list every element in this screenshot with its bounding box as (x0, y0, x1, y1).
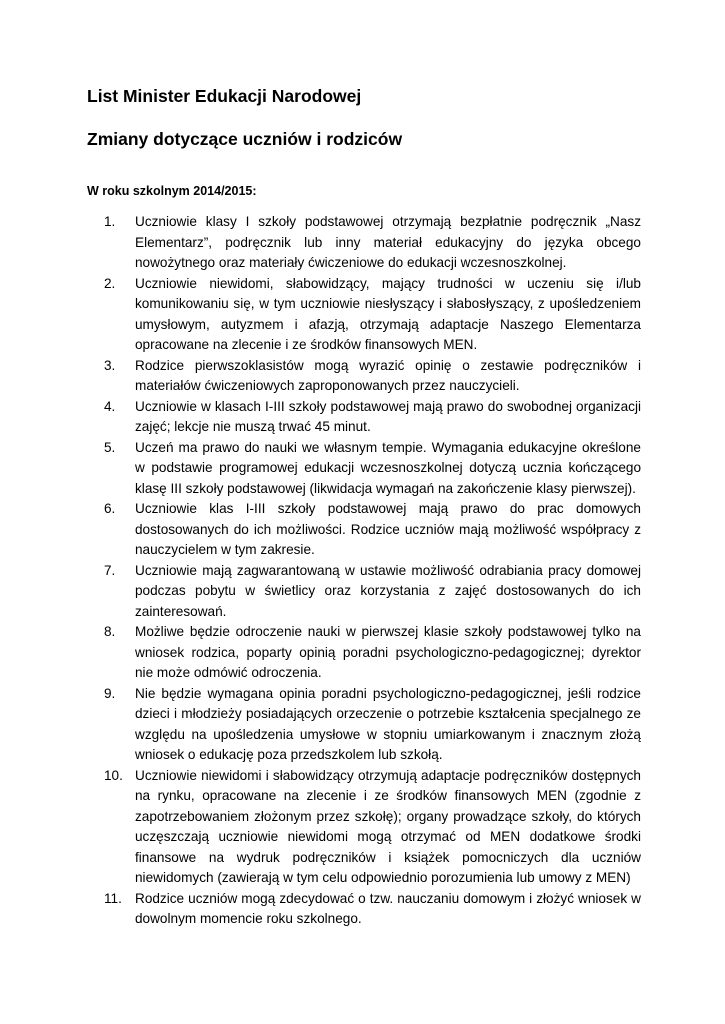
list-item-number: 4. (104, 398, 116, 414)
list-item-text: Uczniowie niewidomi, słabowidzący, mający trudności w uczeniu się i/lub komunikowaniu się, w tym uczniowie niesłyszący i słabosłyszący, z upośledzeniem umysłowym, autyzmem i afazją, otrzymają adaptacje Naszego Elementarza opracowane na zlecenie i ze środków finansowych MEN. (135, 275, 641, 352)
list-item (104, 766, 641, 889)
list-item-number: 1. (104, 214, 116, 229)
list-item-number: 6. (104, 501, 116, 516)
list-item (104, 684, 641, 766)
document-title: List Minister Edukacji Narodowej (87, 86, 362, 106)
list-item (104, 622, 641, 684)
list-item (104, 561, 641, 623)
list-item-text: Nie będzie wymagana opinia poradni psychologiczno-pedagogicznej, jeśli rodzice dzieci i młodzieży posiadających orzeczenie o potrzebie kształcenia specjalnego ze względu na upośledzenia umysłowe w stopniu umiarkowanym i znacznym złożą wniosek o edukację poza przedszkolem lub szkołą. (135, 685, 641, 762)
list-item-text: Uczniowie mają zagwarantowaną w ustawie możliwość odrabiania pracy domowej podczas pobytu w świetlicy oraz korzystania z zajęć dostosowanych do ich zainteresowań. (135, 562, 641, 619)
list-item-number: 8. (104, 624, 116, 639)
list-item-text: Uczeń ma prawo do nauki we własnym tempie. Wymagania edukacyjne określone w podstawie programowej edukacji wczesnoszkolnej dotyczą ucznia kończącego klasę III szkoły podstawowej (likwidacja wymagań na zakończenie klasy pierwszej). (135, 439, 641, 496)
list-item (104, 274, 641, 356)
list-item-text: Rodzice uczniów mogą zdecydować o tzw. nauczaniu domowym i złożyć wniosek w dowolnym momencie roku szkolnego. (135, 890, 641, 926)
list-item-number: 7. (104, 562, 116, 578)
list-item-text: Uczniowie klas I-III szkoły podstawowej mają prawo do prac domowych dostosowanych do ich możliwości. Rodzice uczniów mają możliwość współpracy z nauczycielem w tym zakresie. (135, 501, 641, 557)
list-item-text: Możliwe będzie odroczenie nauki w pierwszej klasie szkoły podstawowej tylko na wniosek rodzica, poparty opinią poradni psychologiczno-pedagogicznej; dyrektor nie może odmówić odroczenia. (135, 624, 641, 680)
section-heading: W roku szkolnym 2014/2015: (87, 184, 257, 198)
list-item-number: 9. (104, 685, 116, 701)
list-item-number: 11. (104, 890, 122, 906)
list-item-text: Uczniowie niewidomi i słabowidzący otrzymują adaptacje podręczników dostępnych na rynku, opracowane na zlecenie i ze środków finansowych MEN (zgodnie z zapotrzebowaniem złożonym przez szkołę); organy prowadzące szkoły, do których uczęszczają uczniowie niewidomi mogą otrzymać od MEN dodatkowe środki finansowe na wydruk podręczników i książek pomocniczych dla uczniów niewidomych (zawierają w tym celu odpowiednio porozumienia lub umowy z MEN) (135, 767, 641, 885)
list-item-text: Uczniowie klasy I szkoły podstawowej otrzymają bezpłatnie podręcznik „Nasz Elementarz”, podręcznik lub inny materiał edukacyjny do języka obcego nowożytnego oraz materiały ćwiczeniowe do edukacji wczesnoszkolnej. (135, 214, 641, 270)
list-item-number: 2. (104, 275, 116, 291)
list-item (104, 397, 641, 438)
list-item (104, 356, 641, 397)
list-item (104, 889, 641, 930)
document-subtitle: Zmiany dotyczące uczniów i rodziców (87, 129, 403, 149)
list-item-number: 5. (104, 439, 116, 455)
list-item (104, 438, 641, 500)
list-item-text: Uczniowie w klasach I-III szkoły podstawowej mają prawo do swobodnej organizacji zajęć; lekcje nie muszą trwać 45 minut. (135, 398, 641, 434)
list-item (104, 499, 641, 561)
changes-list (104, 212, 641, 930)
list-item-number: 10. (104, 767, 123, 783)
list-item-text: Rodzice pierwszoklasistów mogą wyrazić opinię o zestawie podręczników i materiałów ćwiczeniowych zaproponowanych przez nauczycieli. (135, 357, 641, 393)
list-item-number: 3. (104, 357, 116, 373)
list-item (104, 212, 641, 274)
